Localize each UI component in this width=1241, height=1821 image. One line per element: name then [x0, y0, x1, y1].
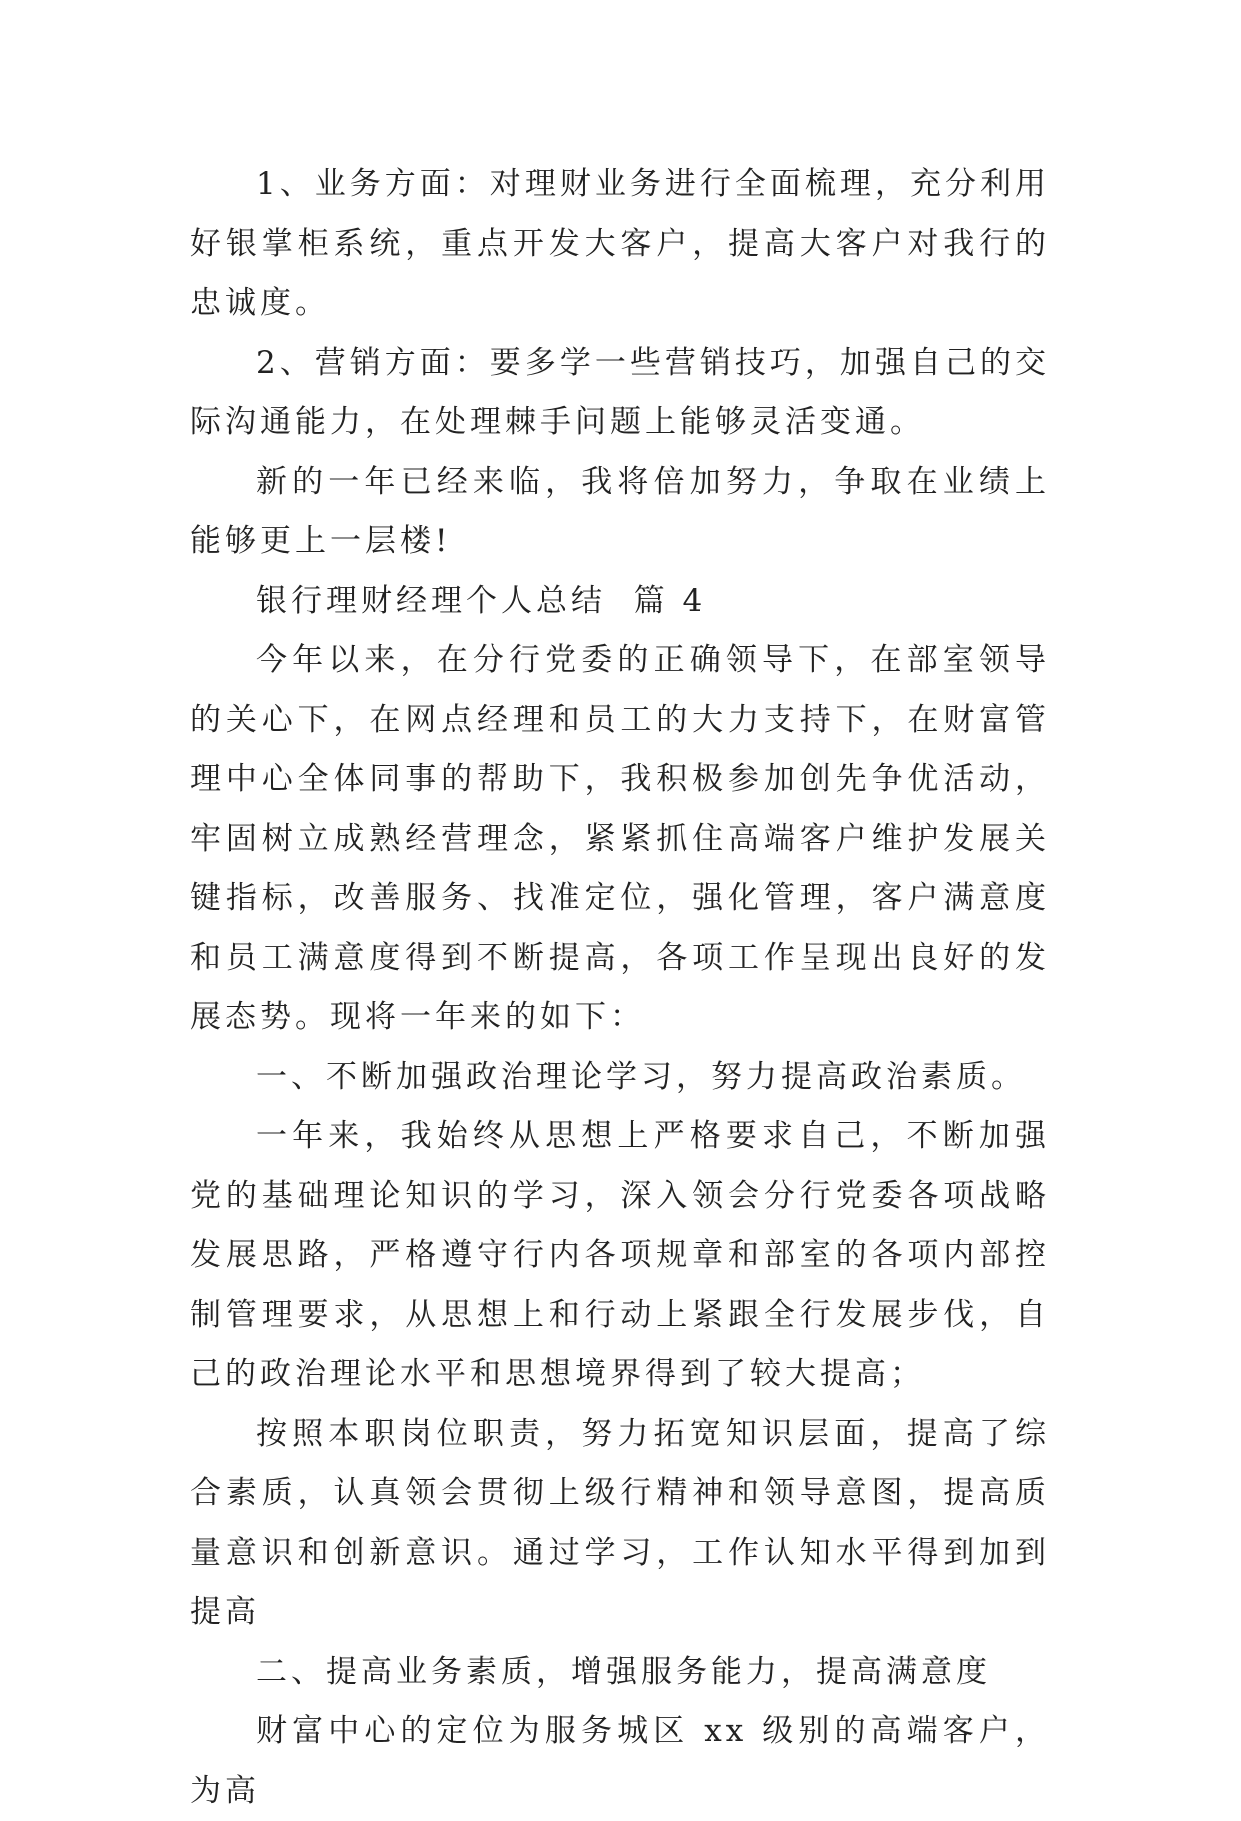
section-title: 银行理财经理个人总结 篇 4 [256, 582, 707, 619]
paragraph-business: 1、业务方面：对理财业务进行全面梳理，充分利用好银掌柜系统，重点开发大客户，提高大客户对我行的忠诚度。 [190, 166, 1050, 321]
paragraph-heading-one: 一、不断加强政治理论学习，努力提高政治素质。 [256, 1058, 1026, 1095]
paragraph-new-year: 新的一年已经来临，我将倍加努力，争取在业绩上能够更上一层楼! [190, 463, 1050, 559]
paragraph-job-duties: 按照本职岗位职责，努力拓宽知识层面，提高了综合素质，认真领会贯彻上级行精神和领导意图，提高质量意识和创新意识。通过学习，工作认知水平得到加到提高 [190, 1415, 1050, 1630]
paragraph-marketing: 2、营销方面：要多学一些营销技巧，加强自己的交际沟通能力，在处理棘手问题上能够灵活变通。 [190, 344, 1050, 440]
paragraph-heading-two: 二、提高业务素质，增强服务能力，提高满意度 [256, 1653, 991, 1690]
paragraph-intro: 今年以来，在分行党委的正确领导下，在部室领导的关心下，在网点经理和员工的大力支持下，在财富管理中心全体同事的帮助下，我积极参加创先争优活动，牢固树立成熟经营理念，紧紧抓住高端客户维护发展关键指标，改善服务、找准定位，强化管理，客户满意度和员工满意度得到不断提高，各项工作呈现出良好的发展态势。现将一年来的如下： [190, 642, 1050, 1035]
paragraph-political-study: 一年来，我始终从思想上严格要求自己，不断加强党的基础理论知识的学习，深入领会分行党委各项战略发展思路，严格遵守行内各项规章和部室的各项内部控制管理要求，从思想上和行动上紧跟全行发展步伐，自己的政治理论水平和思想境界得到了较大提高； [190, 1118, 1050, 1392]
document-body [190, 155, 1050, 1821]
paragraph-wealth-center: 财富中心的定位为服务城区 xx 级别的高端客户，为高 [190, 1713, 1050, 1809]
